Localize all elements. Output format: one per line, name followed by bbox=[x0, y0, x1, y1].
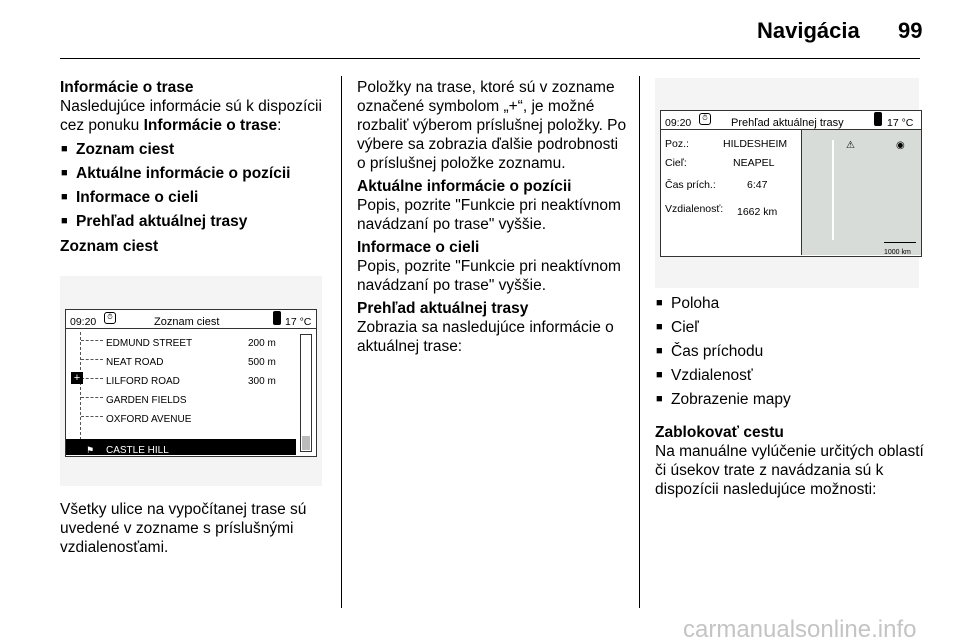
column-middle bbox=[357, 78, 629, 356]
list-item: ■ Cieľ bbox=[655, 318, 927, 337]
list-item: ■ Informace o cieli bbox=[60, 188, 328, 207]
screen-status-bar bbox=[661, 111, 921, 130]
road-distance: 500 m bbox=[248, 357, 276, 368]
screen-title: Prehľad aktuálnej trasy bbox=[731, 117, 844, 129]
route-overview-figure bbox=[655, 78, 919, 288]
route-overview-list bbox=[655, 294, 927, 409]
list-item: ■ Aktuálne informácie o pozícii bbox=[60, 164, 328, 183]
arrival-time-label: Čas prích.: bbox=[665, 179, 716, 191]
road-name[interactable]: NEAT ROAD bbox=[106, 357, 164, 368]
position-label: Poz.: bbox=[665, 138, 689, 150]
header-divider bbox=[60, 58, 920, 59]
road-distance: 200 m bbox=[248, 338, 276, 349]
outside-temperature: 17 °C bbox=[285, 316, 312, 328]
screen-title: Zoznam ciest bbox=[154, 316, 220, 328]
clock-icon: ⏱ bbox=[699, 113, 711, 125]
destination-value: NEAPEL bbox=[733, 157, 775, 169]
destination-label: Cieľ: bbox=[665, 157, 687, 169]
scrollbar-thumb[interactable] bbox=[302, 436, 310, 450]
road-list-screen bbox=[65, 309, 317, 457]
list-item: ■ Prehľad aktuálnej trasy bbox=[60, 212, 328, 231]
route-line bbox=[832, 140, 834, 240]
heading-route-info: Informácie o trase bbox=[60, 79, 194, 96]
outside-temperature: 17 °C bbox=[887, 117, 914, 129]
heading-destination-info: Informace o cieli bbox=[357, 239, 480, 256]
distance-value: 1662 km bbox=[737, 206, 778, 218]
paragraph: Zobrazia sa nasledujúce informácie o aktuálnej trase: bbox=[357, 319, 614, 355]
road-name[interactable]: OXFORD AVENUE bbox=[106, 414, 192, 425]
road-name: CASTLE HILL bbox=[106, 445, 169, 456]
list-item: ■ Čas príchodu bbox=[655, 342, 927, 361]
clock-time: 09:20 bbox=[70, 316, 97, 328]
thermometer-icon bbox=[874, 112, 882, 126]
scrollbar[interactable] bbox=[300, 334, 312, 452]
heading-road-list: Zoznam ciest bbox=[60, 238, 159, 255]
heading-position-info: Aktuálne informácie o pozícii bbox=[357, 178, 572, 195]
page-section-title: Navigácia bbox=[757, 18, 860, 43]
page-number: 99 bbox=[898, 18, 923, 43]
heading-route-overview: Prehľad aktuálnej trasy bbox=[357, 300, 529, 317]
heading-block-road: Zablokovať cestu bbox=[655, 424, 784, 441]
paragraph: Popis, pozrite "Funkcie pri neaktívnom navádzaní po trase" vyššie. bbox=[357, 258, 621, 294]
column-right bbox=[655, 78, 927, 499]
position-value: HILDESHEIM bbox=[723, 138, 788, 150]
road-name[interactable]: EDMUND STREET bbox=[106, 338, 193, 349]
thermometer-icon bbox=[273, 311, 281, 325]
distance-label: Vzdialenosť: bbox=[665, 203, 724, 215]
route-overview-screen bbox=[660, 110, 922, 257]
list-item: ■ Vzdialenosť bbox=[655, 366, 927, 385]
column-divider-2 bbox=[639, 76, 640, 608]
list-item: ■ Zoznam ciest bbox=[60, 140, 328, 159]
column-divider-1 bbox=[341, 76, 342, 608]
destination-flag-icon: ⚑ bbox=[86, 445, 95, 455]
road-name[interactable]: LILFORD ROAD bbox=[106, 376, 180, 387]
warning-icon: ⚠ bbox=[846, 140, 855, 151]
road-list-figure bbox=[60, 276, 322, 486]
list-item: ■ Poloha bbox=[655, 294, 927, 313]
column-left bbox=[60, 78, 328, 557]
menu-name: Informácie o trase bbox=[143, 117, 278, 134]
map-scale: 1000 km bbox=[884, 249, 911, 256]
paragraph: Položky na trase, ktoré sú v zozname označené symbolom „+“, je možné rozbaliť výberom príslušnej položky. Po výbere sa zobrazia ďalšie podrobnosti o príslušnej položke zoznamu. bbox=[357, 79, 627, 172]
compass-icon: ◉ bbox=[896, 140, 905, 151]
screen-status-bar bbox=[66, 310, 316, 329]
list-item: ■ Zobrazenie mapy bbox=[655, 390, 927, 409]
expand-plus-icon[interactable]: + bbox=[71, 372, 83, 384]
route-info-list bbox=[60, 140, 328, 231]
road-list-caption: Všetky ulice na vypočítanej trase sú uvedené v zozname s príslušnými vzdialenosťami. bbox=[60, 501, 307, 556]
site-watermark: carmanualsonline.info bbox=[683, 616, 917, 643]
route-map[interactable] bbox=[801, 130, 922, 255]
road-name[interactable]: GARDEN FIELDS bbox=[106, 395, 187, 406]
arrival-time-value: 6:47 bbox=[747, 179, 768, 191]
clock-icon: ⏱ bbox=[104, 312, 116, 324]
selected-road-row[interactable] bbox=[66, 439, 296, 455]
intro-paragraph: Nasledujúce informácie sú k dispozícii cez ponuku Informácie o trase: bbox=[60, 98, 322, 134]
tree-connector bbox=[80, 332, 82, 450]
road-distance: 300 m bbox=[248, 376, 276, 387]
paragraph: Na manuálne vylúčenie určitých oblastí či úsekov trate z navádzania sú k dispozícii nasledujúce možnosti: bbox=[655, 443, 924, 498]
paragraph: Popis, pozrite "Funkcie pri neaktívnom navádzaní po trase" vyššie. bbox=[357, 197, 621, 233]
clock-time: 09:20 bbox=[665, 117, 692, 129]
